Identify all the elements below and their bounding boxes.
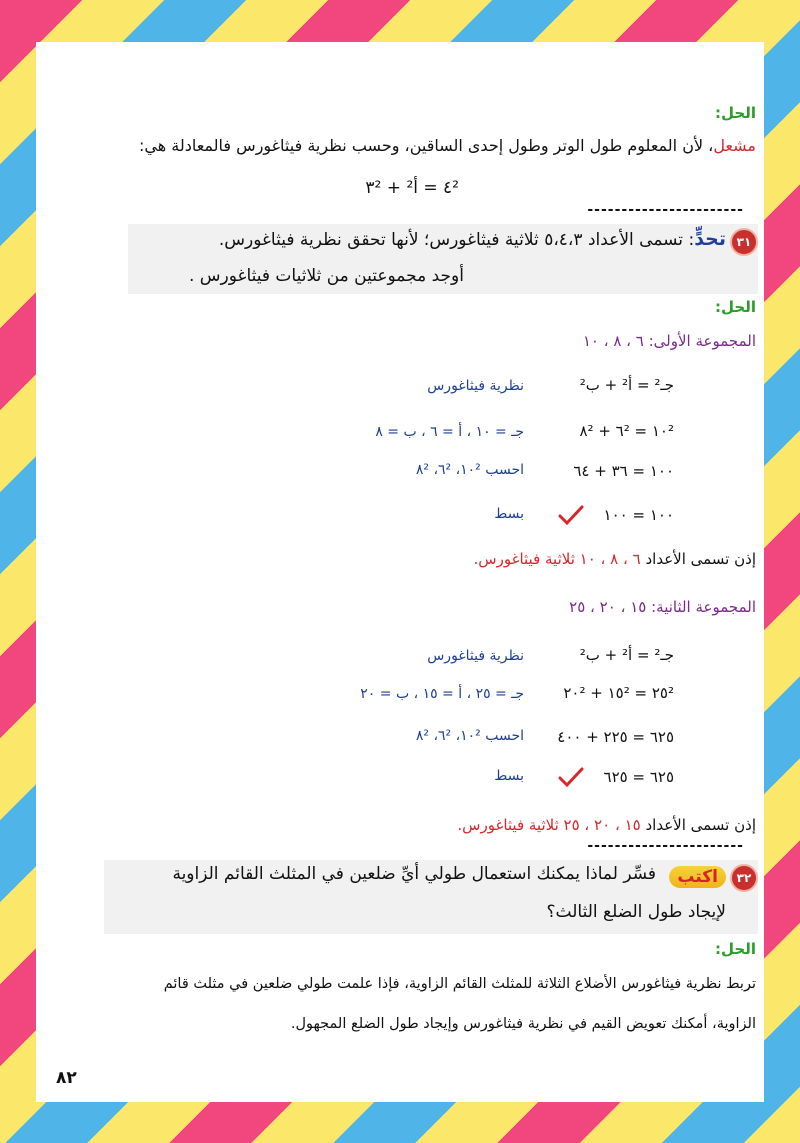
solution-label: الحل:: [715, 298, 756, 316]
group1-conclusion-red: ٦ ، ٨ ، ١٠ ثلاثية فيثاغورس.: [473, 550, 641, 568]
group1-note-3: بسط: [494, 506, 524, 522]
group1-conclusion: [474, 550, 756, 568]
group2-eq-1: ٢٥² = ١٥² + ٢٠²: [563, 684, 674, 702]
question-31-number: ٣١: [730, 228, 758, 256]
intro-text: ، لأن المعلوم طول الوتر وطول إحدى الساقين، وحسب نظرية فيثاغورس فالمعادلة هي:: [139, 136, 714, 155]
question-31-line1: [219, 228, 726, 250]
group1-eq-0: جـ² = أ² + ب²: [579, 376, 674, 394]
group1-note-1: جـ = ١٠ ، أ = ٦ ، ب = ٨: [375, 424, 524, 440]
separator-dashes: -----------------------: [587, 838, 744, 854]
question-32-number: ٣٢: [730, 864, 758, 892]
group1-title: [583, 332, 756, 350]
question-32-line2: لإيجاد طول الضلع الثالث؟: [546, 902, 726, 922]
group2-title-values: ١٥ ، ٢٠ ، ٢٥: [569, 598, 647, 616]
group2-note-1: جـ = ٢٥ ، أ = ١٥ ، ب = ٢٠: [360, 686, 524, 702]
question-31-text: : تسمى الأعداد ٥،٤،٣ ثلاثية فيثاغورس؛ لأنها تحقق نظرية فيثاغورس.: [218, 230, 695, 250]
student-name: مشعل: [713, 136, 756, 155]
check-icon: [558, 766, 584, 788]
page-sheet: [36, 42, 764, 1102]
write-tag: اكتب: [669, 866, 726, 888]
group2-note-0: نظرية فيثاغورس: [427, 648, 524, 664]
solution-label: الحل:: [715, 104, 756, 122]
group1-note-2: احسب ١٠²، ٦²، ٨²: [415, 462, 524, 478]
group1-conclusion-pre: إذن تسمى الأعداد: [645, 550, 756, 568]
intro-equation: ٤² = أ² + ٣²: [365, 178, 459, 198]
intro-line: [139, 136, 756, 155]
group1-eq-3: ١٠٠ = ١٠٠: [603, 506, 674, 524]
group1-note-0: نظرية فيثاغورس: [427, 378, 524, 394]
solution-label: الحل:: [715, 940, 756, 958]
question-31-line2: أوجد مجموعتين من ثلاثيات فيثاغورس .: [189, 266, 464, 286]
group1-title-values: ٦ ، ٨ ، ١٠: [582, 332, 644, 350]
group2-conclusion-red: ١٥ ، ٢٠ ، ٢٥ ثلاثية فيثاغورس.: [457, 816, 641, 834]
group1-eq-2: ١٠٠ = ٣٦ + ٦٤: [573, 462, 674, 480]
group2-note-2: احسب ١٠²، ٦²، ٨²: [415, 728, 524, 744]
question-32-line1: فسِّر لماذا يمكنك استعمال طولي أيِّ ضلعين في المثلث القائم الزاوية: [172, 864, 656, 884]
final-answer-line2: الزاوية، أمكنك تعويض القيم في نظرية فيثاغورس وإيجاد طول الضلع المجهول.: [290, 1016, 756, 1032]
group1-eq-1: ١٠² = ٦² + ٨²: [579, 422, 674, 440]
group2-note-3: بسط: [494, 768, 524, 784]
group2-eq-3: ٦٢٥ = ٦٢٥: [603, 768, 674, 786]
challenge-tag: تحدٍّ: [694, 228, 726, 250]
group2-conclusion-pre: إذن تسمى الأعداد: [645, 816, 756, 834]
check-icon: [558, 504, 584, 526]
group2-title: [569, 598, 756, 616]
page-number: ٨٢: [56, 1068, 77, 1088]
group2-conclusion: [457, 816, 756, 834]
separator-dashes: -----------------------: [587, 202, 744, 218]
group2-eq-2: ٦٢٥ = ٢٢٥ + ٤٠٠: [557, 728, 674, 746]
group1-title-label: المجموعة الأولى:: [648, 332, 756, 350]
group2-eq-0: جـ² = أ² + ب²: [579, 646, 674, 664]
group2-title-label: المجموعة الثانية:: [651, 598, 756, 616]
final-answer-line1: تربط نظرية فيثاغورس الأضلاع الثلاثة للمثلث القائم الزاوية، فإذا علمت طولي ضلعين في مثلث قائم: [163, 976, 756, 992]
